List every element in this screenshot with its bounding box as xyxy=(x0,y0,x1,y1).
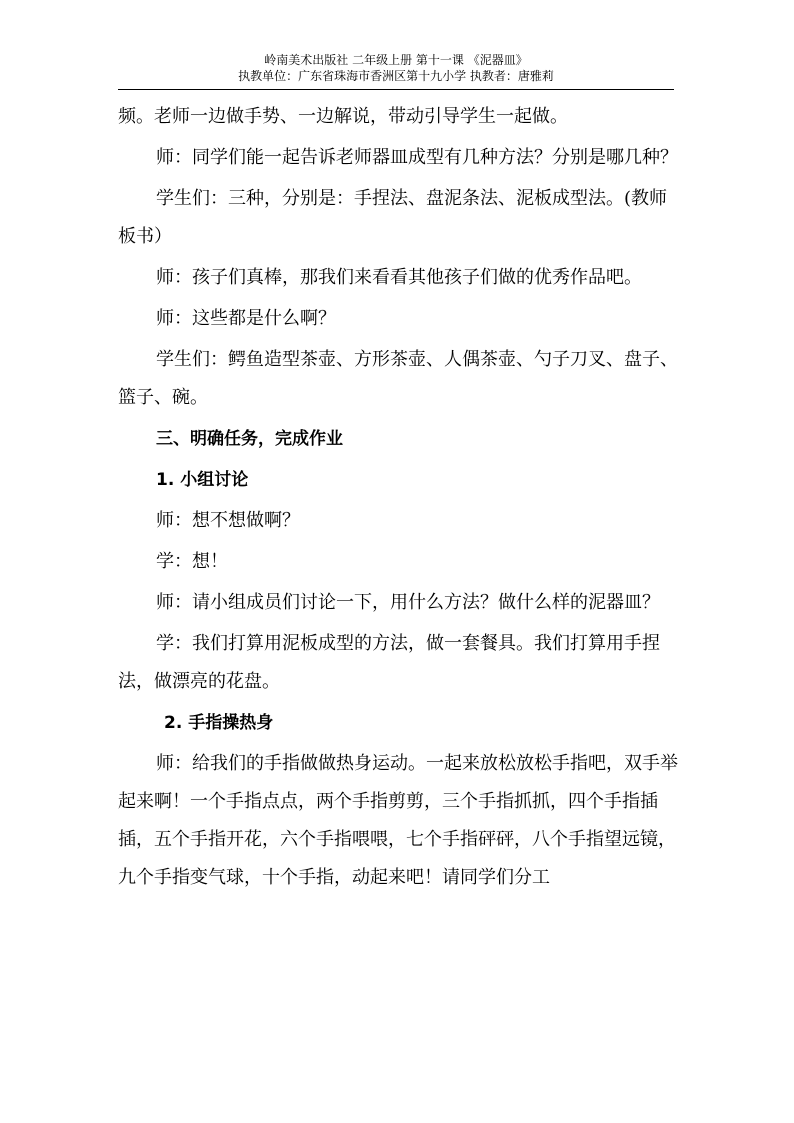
paragraph-teacher-praise: 师：孩子们真棒，那我们来看看其他孩子们做的优秀作品吧。 xyxy=(156,267,642,288)
paragraph-finger-exercise: 师：给我们的手指做做热身运动。一起来放松放松手指吧，双手举起来啊！一个手指点点，两个手指剪剪，三个手指抓抓，四个手指插插，五个手指开花，六个手指喂喂，七个手指砰砰，八个手指望远镜，九个手指变气球，十个手指，动起来吧！请同学们分工 xyxy=(118,753,678,888)
paragraph-student-yes: 学：想！ xyxy=(156,551,228,572)
page-header xyxy=(118,52,674,84)
header-divider xyxy=(118,89,674,90)
paragraph-continuation: 频。老师一边做手势、一边解说，带动引导学生一起做。 xyxy=(118,106,568,127)
paragraph-teacher-question: 师：同学们能一起告诉老师器皿成型有几种方法？分别是哪几种？ xyxy=(156,147,678,168)
subsection-heading-discussion: 1. 小组讨论 xyxy=(156,470,249,490)
paragraph-teacher-ask: 师：这些都是什么啊？ xyxy=(156,308,336,329)
paragraph-teacher-discuss: 师：请小组成员们讨论一下，用什么方法？做什么样的泥器皿？ xyxy=(156,592,660,613)
header-teacher-line: 执教单位：广东省珠海市香洲区第十九小学 执教者：唐雅莉 xyxy=(238,69,554,83)
paragraph-teacher-want: 师：想不想做啊？ xyxy=(156,510,300,531)
section-heading: 三、明确任务，完成作业 xyxy=(156,429,343,449)
subsection-heading-warmup: 2. 手指操热身 xyxy=(164,713,274,733)
paragraph-students-list: 学生们：鳄鱼造型茶壶、方形茶壶、人偶茶壶、勺子刀叉、盘子、篮子、碗。 xyxy=(118,349,678,408)
document-body xyxy=(118,98,678,900)
paragraph-student-plan: 学：我们打算用泥板成型的方法，做一套餐具。我们打算用手捏法，做漂亮的花盘。 xyxy=(118,633,660,692)
paragraph-students-answer: 学生们：三种，分别是：手捏法、盘泥条法、泥板成型法。(教师板书） xyxy=(118,188,668,247)
header-publisher-line: 岭南美术出版社 二年级上册 第十一课 《泥器皿》 xyxy=(264,53,528,67)
